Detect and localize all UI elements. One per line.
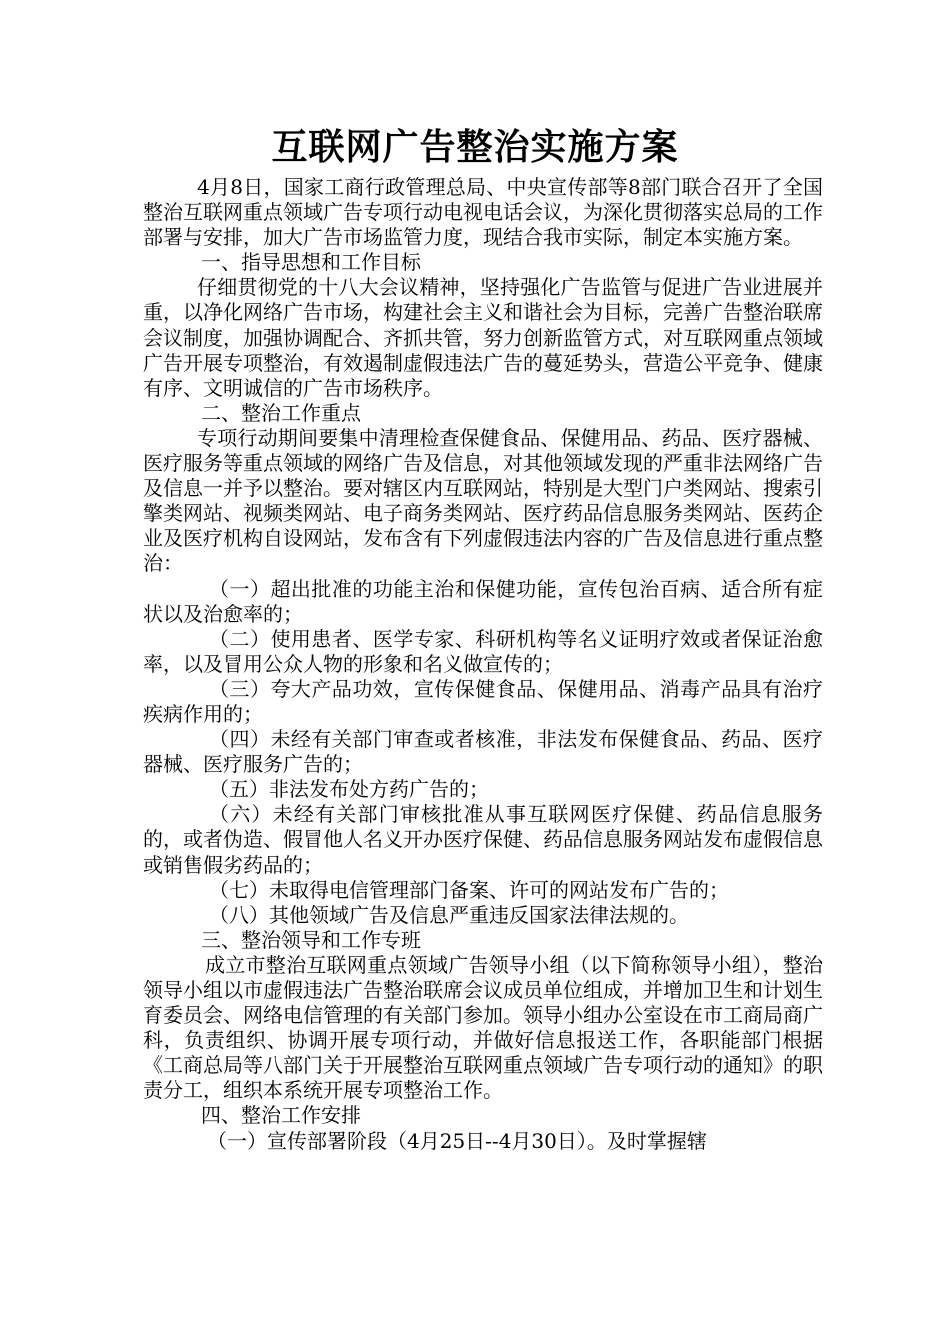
list-item-4: （四）未经有关部门审查或者核准，非法发布保健食品、药品、医疗器械、医疗服务广告的；	[143, 727, 823, 777]
list-item-1: （一）超出批准的功能主治和保健功能，宣传包治百病、适合所有症状以及治愈率的；	[143, 576, 823, 626]
list-item-7: （七）未取得电信管理部门备案、许可的网站发布广告的；	[209, 877, 729, 902]
section-heading-4: 四、整治工作安排	[201, 1103, 361, 1128]
paragraph-guiding-principles: 仔细贯彻党的十八大会议精神，坚持强化广告监管与促进广告业进展并重，以净化网络广告市场，构建社会主义和谐社会为目标，完善广告整治联席会议制度，加强协调配合、齐抓共管，努力创新监管方式，对互联网重点领域广告开展专项整治，有效遏制虚假违法广告的蔓延势头，营造公平竞争、健康有序、文明诚信的广告市场秩序。	[143, 275, 823, 400]
paragraph-schedule-start: （一）宣传部署阶段（4月25日--4月30日）。及时掌握辖	[207, 1128, 707, 1153]
paragraph-intro: 4月8日，国家工商行政管理总局、中央宣传部等8部门联合召开了全国整治互联网重点领域广告专项行动电视电话会议，为深化贯彻落实总局的工作部署与安排，加大广告市场监管力度，现结合我市实际，制定本实施方案。	[143, 175, 823, 250]
list-item-5: （五）非法发布处方药广告的；	[209, 777, 489, 802]
list-item-2: （二）使用患者、医学专家、科研机构等名义证明疗效或者保证治愈率，以及冒用公众人物的形象和名义做宣传的；	[143, 626, 823, 676]
list-item-8: （八）其他领域广告及信息严重违反国家法律法规的。	[209, 902, 689, 927]
section-heading-1: 一、指导思想和工作目标	[201, 250, 421, 275]
paragraph-focus: 专项行动期间要集中清理检查保健食品、保健用品、药品、医疗器械、医疗服务等重点领域的网络广告及信息，对其他领域发现的严重非法网络广告及信息一并予以整治。要对辖区内互联网站，特别是大型门户类网站、搜索引擎类网站、视频类网站、电子商务类网站、医疗药品信息服务类网站、医药企业及医疗机构自设网站，发布含有下列虚假违法内容的广告及信息进行重点整治：	[143, 425, 823, 576]
section-heading-3: 三、整治领导和工作专班	[201, 927, 421, 952]
document-body	[143, 175, 823, 1154]
list-item-3: （三）夸大产品功效，宣传保健食品、保健用品、消毒产品具有治疗疾病作用的；	[143, 676, 823, 726]
section-heading-2: 二、整治工作重点	[201, 400, 361, 425]
paragraph-leadership: 成立市整治互联网重点领域广告领导小组（以下简称领导小组），整治领导小组以市虚假违法广告整治联席会议成员单位组成，并增加卫生和计划生育委员会、网络电信管理的有关部门参加。领导小组办公室设在市工商局商广科，负责组织、协调开展专项行动，并做好信息报送工作，各职能部门根据《工商总局等八部门关于开展整治互联网重点领域广告专项行动的通知》的职责分工，组织本系统开展专项整治工作。	[143, 952, 823, 1103]
list-item-6: （六）未经有关部门审核批准从事互联网医疗保健、药品信息服务的，或者伪造、假冒他人名义开办医疗保健、药品信息服务网站发布虚假信息或销售假劣药品的；	[143, 802, 823, 877]
document-title: 互联网广告整治实施方案	[271, 126, 679, 168]
